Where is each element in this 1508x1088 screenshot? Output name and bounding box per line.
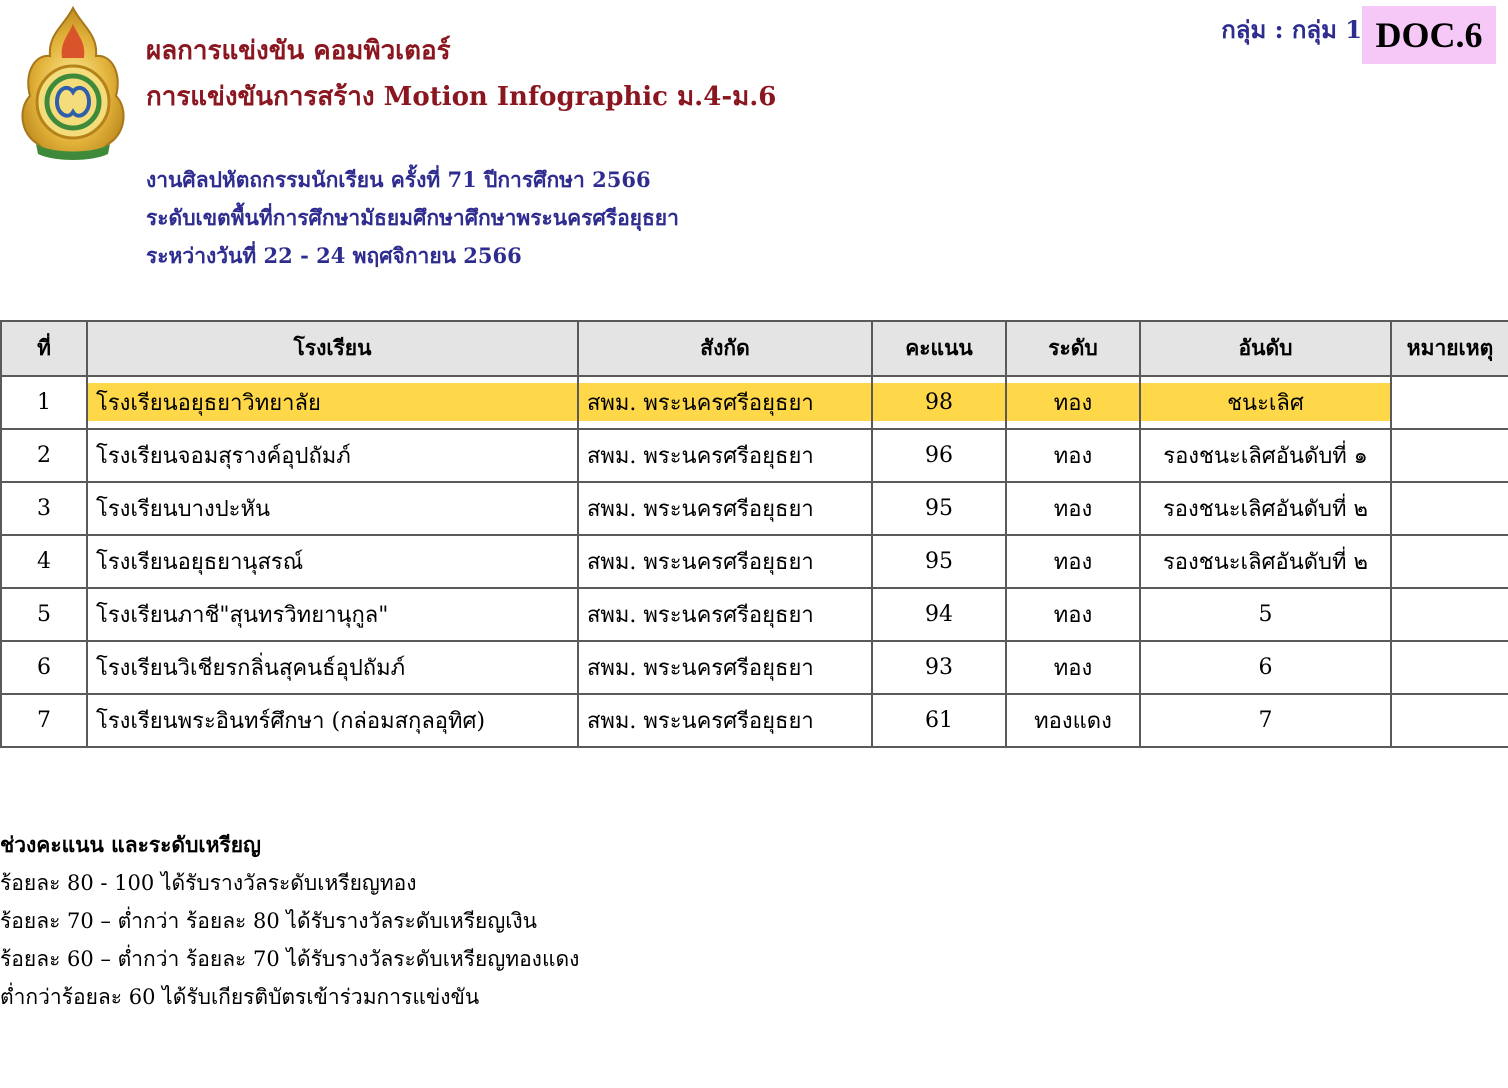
cell-note bbox=[1391, 588, 1508, 641]
cell-affiliation: สพม. พระนครศรีอยุธยา bbox=[578, 376, 872, 429]
legend-line-bronze: ร้อยละ 60 – ต่ำกว่า ร้อยละ 70 ได้รับรางวัลระดับเหรียญทองแดง bbox=[0, 947, 580, 971]
cell-note bbox=[1391, 694, 1508, 747]
header-school: โรงเรียน bbox=[87, 321, 578, 376]
cell-school: โรงเรียนจอมสุรางค์อุปถัมภ์ bbox=[87, 429, 578, 482]
level-subtitle: ระดับเขตพื้นที่การศึกษามัธยมศึกษาศึกษาพระนครศรีอยุธยา bbox=[146, 205, 679, 230]
cell-rank: 5 bbox=[1140, 588, 1391, 641]
header-affiliation: สังกัด bbox=[578, 321, 872, 376]
cell-score: 98 bbox=[872, 376, 1006, 429]
cell-rank: ชนะเลิศ bbox=[1140, 376, 1391, 429]
competition-title: การแข่งขันการสร้าง Motion Infographic ม.4-ม.6 bbox=[146, 82, 777, 112]
legend-line-certificate: ต่ำกว่าร้อยละ 60 ได้รับเกียรติบัตรเข้าร่วมการแข่งขัน bbox=[0, 985, 480, 1009]
table-row bbox=[1, 429, 1508, 482]
cell-no: 7 bbox=[1, 694, 87, 747]
header-note: หมายเหตุ bbox=[1391, 321, 1508, 376]
legend-line-silver: ร้อยละ 70 – ต่ำกว่า ร้อยละ 80 ได้รับรางวัลระดับเหรียญเงิน bbox=[0, 909, 538, 933]
cell-level: ทอง bbox=[1006, 641, 1140, 694]
cell-level: ทอง bbox=[1006, 535, 1140, 588]
cell-rank: 6 bbox=[1140, 641, 1391, 694]
cell-school: โรงเรียนพระอินทร์ศึกษา (กล่อมสกุลอุทิศ) bbox=[87, 694, 578, 747]
header-rank: อันดับ bbox=[1140, 321, 1391, 376]
cell-note bbox=[1391, 482, 1508, 535]
header-score: คะแนน bbox=[872, 321, 1006, 376]
cell-school: โรงเรียนภาชี"สุนทรวิทยานุกูล" bbox=[87, 588, 578, 641]
cell-no: 3 bbox=[1, 482, 87, 535]
page-title: ผลการแข่งขัน คอมพิวเตอร์ bbox=[146, 36, 451, 66]
cell-school: โรงเรียนบางปะหัน bbox=[87, 482, 578, 535]
table-row bbox=[1, 376, 1508, 429]
score-ranges-legend bbox=[0, 826, 579, 1016]
cell-note bbox=[1391, 429, 1508, 482]
cell-no: 1 bbox=[1, 376, 87, 429]
results-table bbox=[0, 320, 1508, 748]
cell-score: 96 bbox=[872, 429, 1006, 482]
cell-score: 61 bbox=[872, 694, 1006, 747]
cell-no: 2 bbox=[1, 429, 87, 482]
cell-rank: รองชนะเลิศอันดับที่ ๒ bbox=[1140, 535, 1391, 588]
cell-score: 95 bbox=[872, 535, 1006, 588]
date-subtitle: ระหว่างวันที่ 22 - 24 พฤศจิกายน 2566 bbox=[146, 243, 522, 268]
cell-affiliation: สพม. พระนครศรีอยุธยา bbox=[578, 641, 872, 694]
cell-affiliation: สพม. พระนครศรีอยุธยา bbox=[578, 535, 872, 588]
cell-no: 6 bbox=[1, 641, 87, 694]
cell-affiliation: สพม. พระนครศรีอยุธยา bbox=[578, 482, 872, 535]
group-label: กลุ่ม : กลุ่ม 1 bbox=[1221, 15, 1362, 44]
cell-affiliation: สพม. พระนครศรีอยุธยา bbox=[578, 429, 872, 482]
cell-level: ทองแดง bbox=[1006, 694, 1140, 747]
cell-school: โรงเรียนวิเชียรกลิ่นสุคนธ์อุปถัมภ์ bbox=[87, 641, 578, 694]
cell-affiliation: สพม. พระนครศรีอยุธยา bbox=[578, 588, 872, 641]
table-row bbox=[1, 482, 1508, 535]
cell-level: ทอง bbox=[1006, 376, 1140, 429]
cell-level: ทอง bbox=[1006, 429, 1140, 482]
cell-note bbox=[1391, 641, 1508, 694]
cell-note bbox=[1391, 535, 1508, 588]
table-row bbox=[1, 641, 1508, 694]
table-row bbox=[1, 694, 1508, 747]
cell-score: 94 bbox=[872, 588, 1006, 641]
cell-level: ทอง bbox=[1006, 482, 1140, 535]
table-row bbox=[1, 588, 1508, 641]
header-no: ที่ bbox=[1, 321, 87, 376]
cell-score: 93 bbox=[872, 641, 1006, 694]
cell-level: ทอง bbox=[1006, 588, 1140, 641]
event-subtitle: งานศิลปหัตถกรรมนักเรียน ครั้งที่ 71 ปีการศึกษา 2566 bbox=[146, 167, 651, 192]
cell-score: 95 bbox=[872, 482, 1006, 535]
header-level: ระดับ bbox=[1006, 321, 1140, 376]
doc-badge: DOC.6 bbox=[1362, 6, 1496, 64]
cell-rank: รองชนะเลิศอันดับที่ ๑ bbox=[1140, 429, 1391, 482]
cell-rank: 7 bbox=[1140, 694, 1391, 747]
cell-school: โรงเรียนอยุธยานุสรณ์ bbox=[87, 535, 578, 588]
legend-line-gold: ร้อยละ 80 - 100 ได้รับรางวัลระดับเหรียญทอง bbox=[0, 871, 417, 895]
cell-affiliation: สพม. พระนครศรีอยุธยา bbox=[578, 694, 872, 747]
cell-rank: รองชนะเลิศอันดับที่ ๒ bbox=[1140, 482, 1391, 535]
ministry-emblem-icon bbox=[12, 4, 134, 164]
table-row bbox=[1, 535, 1508, 588]
cell-note bbox=[1391, 376, 1508, 429]
cell-no: 4 bbox=[1, 535, 87, 588]
cell-school: โรงเรียนอยุธยาวิทยาลัย bbox=[87, 376, 578, 429]
cell-no: 5 bbox=[1, 588, 87, 641]
legend-heading: ช่วงคะแนน และระดับเหรียญ bbox=[0, 832, 261, 857]
table-header-row bbox=[1, 321, 1508, 376]
